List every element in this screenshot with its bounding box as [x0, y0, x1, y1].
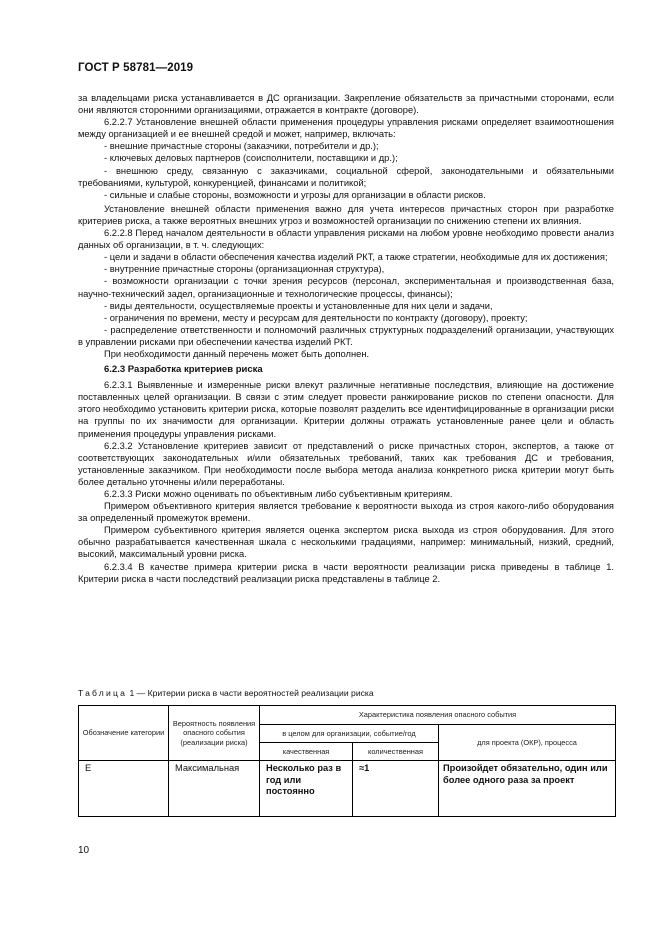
header-quantitative: количественная	[353, 743, 439, 761]
list-item: - внутренние причастные стороны (организационная структура),	[104, 264, 385, 275]
cell-probability: Максимальная	[169, 761, 260, 817]
table-caption	[78, 688, 374, 698]
table-caption-text: 1 — Критерии риска в части вероятностей реализации риска	[127, 688, 374, 698]
list-item: - возможности организации с точки зрения ресурсов (персонал, экспериментальная и производственная база, научно-технический задел, организационные и технологические процессы, финансы);	[78, 276, 614, 299]
header-category: Обозначение категории	[79, 706, 169, 761]
list-item: - цели и задачи в области обеспечения качества изделий РКТ, а также стратегии, необходимые для их достижения;	[104, 252, 608, 263]
paragraph: 6.2.3.3 Риски можно оценивать по объективным либо субъективным критериям.	[104, 489, 453, 499]
document-body	[78, 92, 614, 585]
table-row	[79, 761, 616, 817]
list-item: - внешнюю среду, связанную с заказчиками, социальной сферой, законодательными и обязательными требованиями, культурой, конкуренцией, финансами и политикой;	[78, 165, 614, 188]
page-number: 10	[78, 845, 90, 856]
list-item: - распределение ответственности и полномочий различных структурных подразделений организации, участвующих в управлении рисками при обеспечении качества изделий РКТ.	[78, 324, 614, 347]
document-header: ГОСТ Р 58781—2019	[78, 62, 194, 74]
header-qualitative: качественная	[260, 743, 353, 761]
header-characteristic: Характеристика появления опасного события	[260, 706, 616, 725]
risk-criteria-table	[78, 705, 616, 817]
paragraph: 6.2.3.2 Установление критериев зависит от представлений о риске причастных сторон, экспертов, а также от соответствующих законодательных и/или обязательных требований, таких как требования ДС и требования, установленные заказчиком. При необходимости после выбора метода анализа конкретного риска критерии могут быть более детально уточнены и/или переработаны.	[78, 440, 614, 487]
table-caption-label: Таблица	[78, 688, 128, 698]
cell-project: Произойдет обязательно, один или более одного раза за проект	[439, 761, 616, 817]
paragraph: 6.2.2.7 Установление внешней области применения процедуры управления рисками определяет взаимоотношения между организацией и ее внешней средой и может, например, включать:	[78, 117, 614, 140]
cell-category: Е	[79, 761, 169, 817]
cell-qualitative: Несколько раз в год или постоянно	[260, 761, 353, 817]
header-org-wide: в целом для организации, событие/год	[260, 725, 439, 743]
cell-quantitative: ≈1	[353, 761, 439, 817]
paragraph: 6.2.3.4 В качестве примера критерии риска в части вероятности реализации риска приведены в таблице 1. Критерии риска в части последствий реализации риска представлены в таблице 2.	[78, 561, 614, 584]
paragraph: Примером объективного критерия является требование к вероятности выхода из строя какого-либо оборудования за определенный промежуток времени.	[78, 501, 614, 524]
list-item: - ограничения по времени, месту и ресурсам для деятельности по контракту (договору), проекту;	[104, 312, 528, 323]
paragraph: 6.2.3.1 Выявленные и измеренные риски влекут различные негативные последствия, влияющие на достижение поставленных целей организации. В связи с этим следует провести ранжирование рисков по степени опасности. Для этого необходимо установить критерии риска, которые позволят разделить все идентифицированные в организации риски на группы по их значимости для организации. Критерии должны отражать установленные ранее цели и область применения процедуры управления рисками.	[78, 380, 614, 439]
list-item: - ключевых деловых партнеров (соисполнители, поставщики и др.);	[104, 153, 398, 164]
list-item: - внешние причастные стороны (заказчики, потребители и др.);	[104, 141, 379, 152]
paragraph: Примером субъективного критерия является оценка экспертом риска выхода из строя оборудования. Для этого обычно разрабатывается качественная шкала с несколькими градациями, например: минимальный, низкий, средний, высокий, максимальный уровни риска.	[78, 525, 614, 560]
list-item: - виды деятельности, осуществляемые проекты и установленные для них цели и задачи,	[104, 300, 493, 311]
header-probability: Вероятность появления опасного события (реализации риска)	[169, 706, 260, 761]
paragraph: за владельцами риска устанавливается в ДС организации. Закрепление обязательств за причастными сторонами, если они являются сторонними организациями, отражается в контракте (договоре).	[78, 93, 614, 116]
paragraph: 6.2.2.8 Перед началом деятельности в области управления рисками на любом уровне необходимо провести анализ данных об организации, в т. ч. следующих:	[78, 228, 614, 251]
section-heading: 6.2.3 Разработка критериев риска	[104, 364, 263, 376]
paragraph: При необходимости данный перечень может быть дополнен.	[104, 348, 370, 359]
list-item: - сильные и слабые стороны, возможности и угрозы для организации в области рисков.	[104, 189, 486, 200]
header-project: для проекта (ОКР), процесса	[439, 725, 616, 761]
paragraph: Установление внешней области применения важно для учета интересов причастных сторон при разработке критериев риска, а также вероятных внешних угроз и возможностей организации по снижению степени их влияния.	[78, 203, 614, 226]
